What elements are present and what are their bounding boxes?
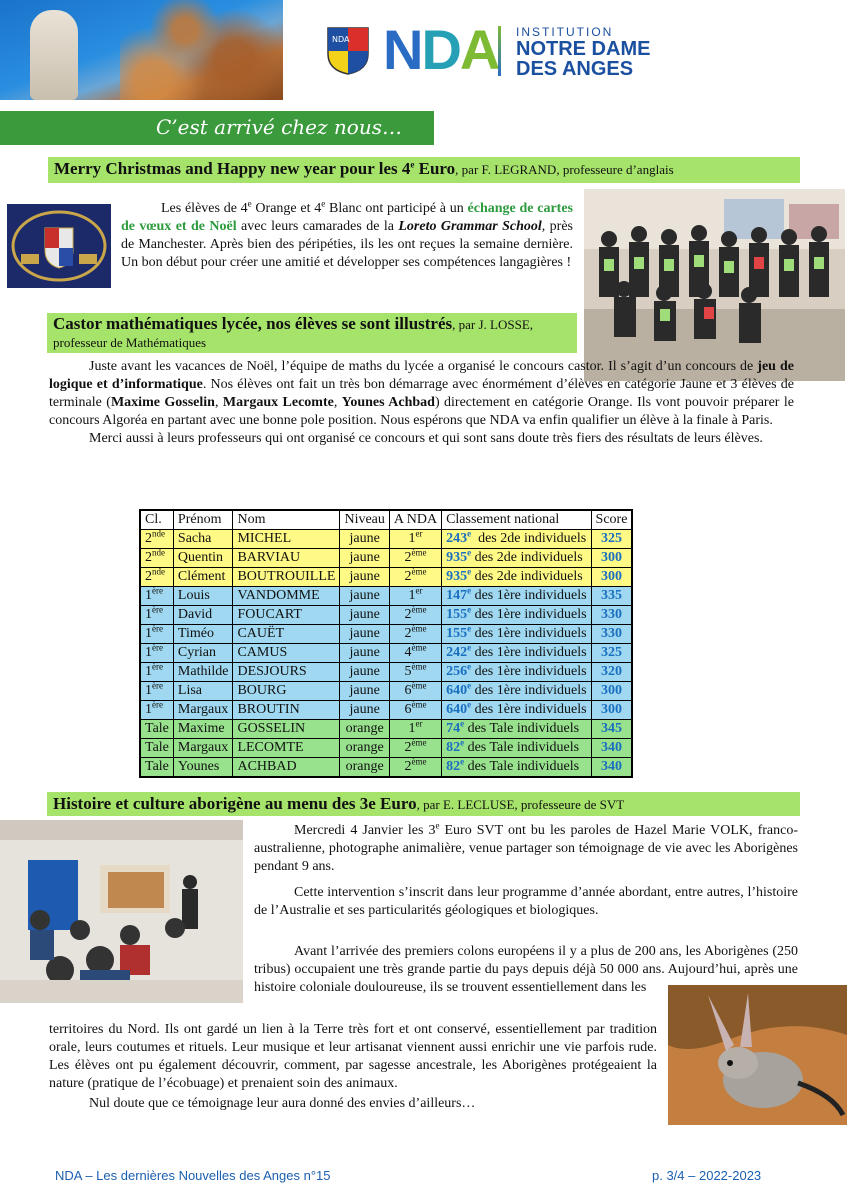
table-header-row [140, 510, 632, 530]
table-cell: 82e des Tale individuels [442, 739, 591, 758]
table-cell: Clément [173, 568, 233, 587]
article1-paragraph: Les élèves de 4e Orange et 4e Blanc ont participé à un échange de cartes de vœux et de Noël avec leurs camarades de la Loreto Grammar School, près de Manchester. Après bien des péripéties, ils les ont reçues la semaine dernière. Un bon début pour créer une amitié et développer ses compétences langagières ! [121, 198, 573, 270]
table-cell: jaune [340, 663, 389, 682]
table-header-cell: A NDA [389, 510, 441, 530]
statue-figure [30, 10, 78, 100]
table-row [140, 739, 632, 758]
table-cell: Maxime [173, 720, 233, 739]
table-cell: 5ème [389, 663, 441, 682]
banner-text: C’est arrivé chez nous… [156, 115, 402, 139]
table-cell: 935e des 2de individuels [442, 568, 591, 587]
table-cell: 1ère [140, 606, 173, 625]
institution-name [516, 25, 650, 79]
footer-page: p. 3/4 – 2022-2023 [652, 1168, 762, 1183]
table-cell: Quentin [173, 549, 233, 568]
table-cell: 155e des 1ère individuels [442, 625, 591, 644]
article3-heading [47, 792, 800, 816]
table-cell: LECOMTE [233, 739, 340, 758]
table-cell: jaune [340, 549, 389, 568]
table-cell: Timéo [173, 625, 233, 644]
exchange-highlight: échange de cartes de vœux et de Noël [121, 201, 573, 234]
table-cell: jaune [340, 530, 389, 549]
table-header-cell: Niveau [340, 510, 389, 530]
institution-label: INSTITUTION [516, 25, 614, 39]
table-cell: 640e des 1ère individuels [442, 682, 591, 701]
table-header-cell: Classement national [442, 510, 591, 530]
table-cell: 2ème [389, 568, 441, 587]
table-row [140, 549, 632, 568]
article1-title: Merry Christmas and Happy new year pour les 4 [54, 159, 411, 178]
table-cell: 74e des Tale individuels [442, 720, 591, 739]
table-row [140, 720, 632, 739]
article3-byline: , par E. LECLUSE, professeure de SVT [416, 797, 625, 812]
table-cell: 2ème [389, 625, 441, 644]
table-cell: VANDOMME [233, 587, 340, 606]
table-header-cell: Cl. [140, 510, 173, 530]
article1-heading [48, 157, 800, 183]
table-cell: Tale [140, 720, 173, 739]
table-cell: 330 [591, 606, 632, 625]
table-cell: 4ème [389, 644, 441, 663]
section-banner [0, 111, 434, 145]
article2-byline: , par J. LOSSE, professeur de Mathématiques [53, 317, 534, 350]
table-cell: Lisa [173, 682, 233, 701]
table-cell: Margaux [173, 701, 233, 720]
table-cell: 2nde [140, 568, 173, 587]
table-cell: 1er [389, 587, 441, 606]
table-cell: 340 [591, 739, 632, 758]
table-cell: 1ère [140, 682, 173, 701]
table-row [140, 625, 632, 644]
table-cell: 2ème [389, 549, 441, 568]
article3-p3-rest: territoires du Nord. Ils ont gardé un lien à la Terre très fort et ont conservé, essentiellement par tradition orale, leurs coutumes et rituels. Leur musique et leur artisanat viennent aussi enrichir une vie parfois rude. Les élèves ont pu également découvrir, comment, par sagesse ancestrale, les Aborigènes protégeaient la nature (pratique de l’écobuage) et prenaient soin des animaux. [49, 1022, 657, 1091]
table-cell: 1ère [140, 644, 173, 663]
crest-logo [326, 26, 370, 76]
table-row [140, 663, 632, 682]
table-cell: jaune [340, 644, 389, 663]
table-cell: 2ème [389, 606, 441, 625]
table-cell: GOSSELIN [233, 720, 340, 739]
table-cell: 300 [591, 701, 632, 720]
table-cell: jaune [340, 682, 389, 701]
table-cell: 320 [591, 663, 632, 682]
article2-title: Castor mathématiques lycée, nos élèves se sont illustrés [53, 314, 453, 333]
nda-logo: NDA [383, 18, 499, 81]
table-cell: Younes [173, 758, 233, 778]
table-cell: Sacha [173, 530, 233, 549]
article3-intro [254, 822, 798, 920]
logo-divider [498, 26, 501, 76]
table-cell: BOURG [233, 682, 340, 701]
article2-paragraph1: Juste avant les vacances de Noël, l’équipe de maths du lycée a organisé le concours castor. Il s’agit d’un concours de jeu de logique et d’informatique. Nos élèves ont fait un très bon démarrage avec énormément d’élèves en catégorie Jaune et 3 élèves de terminale (Maxime Gosselin, Margaux Lecomte, Younes Achbad) directement en catégorie Orange. Ils vont pouvoir préparer le concours Algoréa en partant avec une bonne pole position. Nous espérons que NDA va enfin qualifier un élève à la finale à Paris. [49, 359, 794, 428]
table-cell: ACHBAD [233, 758, 340, 778]
table-cell: Margaux [173, 739, 233, 758]
table-header-cell: Nom [233, 510, 340, 530]
table-row [140, 701, 632, 720]
table-cell: 1ère [140, 587, 173, 606]
article2-heading [47, 313, 577, 353]
table-cell: 82e des Tale individuels [442, 758, 591, 778]
article1-byline: , par F. LEGRAND, professeure d’anglais [455, 162, 674, 177]
footer-left: NDA – Les dernières Nouvelles des Anges n°15 [55, 1168, 331, 1183]
table-row [140, 758, 632, 778]
table-row [140, 606, 632, 625]
table-cell: orange [340, 739, 389, 758]
article2-paragraph2: Merci aussi à leurs professeurs qui ont organisé ce concours et qui sont sans doute très fiers des résultats de leurs élèves. [89, 431, 763, 446]
article3-paragraph1: Mercredi 4 Janvier les 3e Euro SVT ont bu les paroles de Hazel Marie VOLK, franco-australienne, photographe animalière, venue partager son témoignage de vie avec les Aborigènes pendant 9 ans. [254, 820, 798, 874]
table-cell: 155e des 1ère individuels [442, 606, 591, 625]
table-cell: 1er [389, 530, 441, 549]
table-header-cell: Prénom [173, 510, 233, 530]
table-header-cell: Score [591, 510, 632, 530]
table-cell: MICHEL [233, 530, 340, 549]
table-cell: Louis [173, 587, 233, 606]
table-cell: 6ème [389, 682, 441, 701]
table-cell: 300 [591, 549, 632, 568]
table-row [140, 530, 632, 549]
table-cell: orange [340, 758, 389, 778]
table-row [140, 682, 632, 701]
table-cell: 1er [389, 720, 441, 739]
table-cell: 2nde [140, 530, 173, 549]
table-cell: jaune [340, 606, 389, 625]
table-cell: 325 [591, 644, 632, 663]
table-cell: 2nde [140, 549, 173, 568]
svg-text:NDA: NDA [332, 35, 350, 44]
table-cell: CAMUS [233, 644, 340, 663]
autumn-branches [120, 0, 283, 100]
table-cell: 1ère [140, 625, 173, 644]
article3-p3-first: Avant l’arrivée des premiers colons européens il y a plus de 200 ans, les Aborigènes (250 tribus) occupaient une très grande partie du pays depuis déjà 50 000 ans. Aujourd’hui, après une histoire coloniale douloureuse, ils se trouvent essentiellement dans les [254, 944, 798, 995]
school-name: Loreto Grammar School [398, 219, 542, 234]
table-cell: 256e des 1ère individuels [442, 663, 591, 682]
table-cell: 325 [591, 530, 632, 549]
table-cell: 300 [591, 568, 632, 587]
students-cards-photo [584, 189, 845, 381]
header-photo-statue [0, 0, 283, 100]
table-cell: 335 [591, 587, 632, 606]
table-cell: 640e des 1ère individuels [442, 701, 591, 720]
bilby-photo [668, 985, 847, 1125]
table-cell: orange [340, 720, 389, 739]
table-cell: 345 [591, 720, 632, 739]
table-cell: 147e des 1ère individuels [442, 587, 591, 606]
table-cell: David [173, 606, 233, 625]
table-cell: BARVIAU [233, 549, 340, 568]
article1-title-sup: e [410, 159, 415, 170]
article3-paragraph2: Cette intervention s’inscrit dans leur programme d’année abordant, entre autres, l’histoire de l’Australie et ses particularités géologiques et biologiques. [254, 885, 798, 918]
table-cell: jaune [340, 568, 389, 587]
table-cell: 935e des 2de individuels [442, 549, 591, 568]
table-cell: FOUCART [233, 606, 340, 625]
table-cell: 242e des 1ère individuels [442, 644, 591, 663]
table-cell: 6ème [389, 701, 441, 720]
institution-name-line2: DES ANGES [516, 58, 634, 80]
classroom-photo [0, 820, 243, 1003]
table-cell: 243e des 2de individuels [442, 530, 591, 549]
table-cell: 330 [591, 625, 632, 644]
table-cell: 340 [591, 758, 632, 778]
results-table [139, 509, 633, 778]
table-cell: Tale [140, 739, 173, 758]
table-cell: 1ère [140, 663, 173, 682]
table-cell: 1ère [140, 701, 173, 720]
table-row [140, 644, 632, 663]
article3-paragraph4: Nul doute que ce témoignage leur aura donné des envies d’ailleurs… [89, 1096, 476, 1111]
table-row [140, 587, 632, 606]
article2-body [49, 358, 794, 448]
article3-title: Histoire et culture aborigène au menu des 3e Euro [53, 794, 417, 813]
table-cell: Tale [140, 758, 173, 778]
table-cell: Mathilde [173, 663, 233, 682]
school-crest-image [7, 204, 111, 288]
table-row [140, 568, 632, 587]
table-cell: BOUTROUILLE [233, 568, 340, 587]
table-cell: jaune [340, 701, 389, 720]
institution-name-line1: NOTRE DAME [516, 38, 651, 60]
table-cell: Cyrian [173, 644, 233, 663]
table-cell: jaune [340, 625, 389, 644]
article3-paragraph3b [49, 1021, 657, 1113]
table-cell: 300 [591, 682, 632, 701]
table-cell: 2ème [389, 739, 441, 758]
article1-title-end: Euro [414, 159, 456, 178]
table-cell: 2ème [389, 758, 441, 778]
table-cell: jaune [340, 587, 389, 606]
table-cell: CAUËT [233, 625, 340, 644]
table-cell: DESJOURS [233, 663, 340, 682]
table-cell: BROUTIN [233, 701, 340, 720]
